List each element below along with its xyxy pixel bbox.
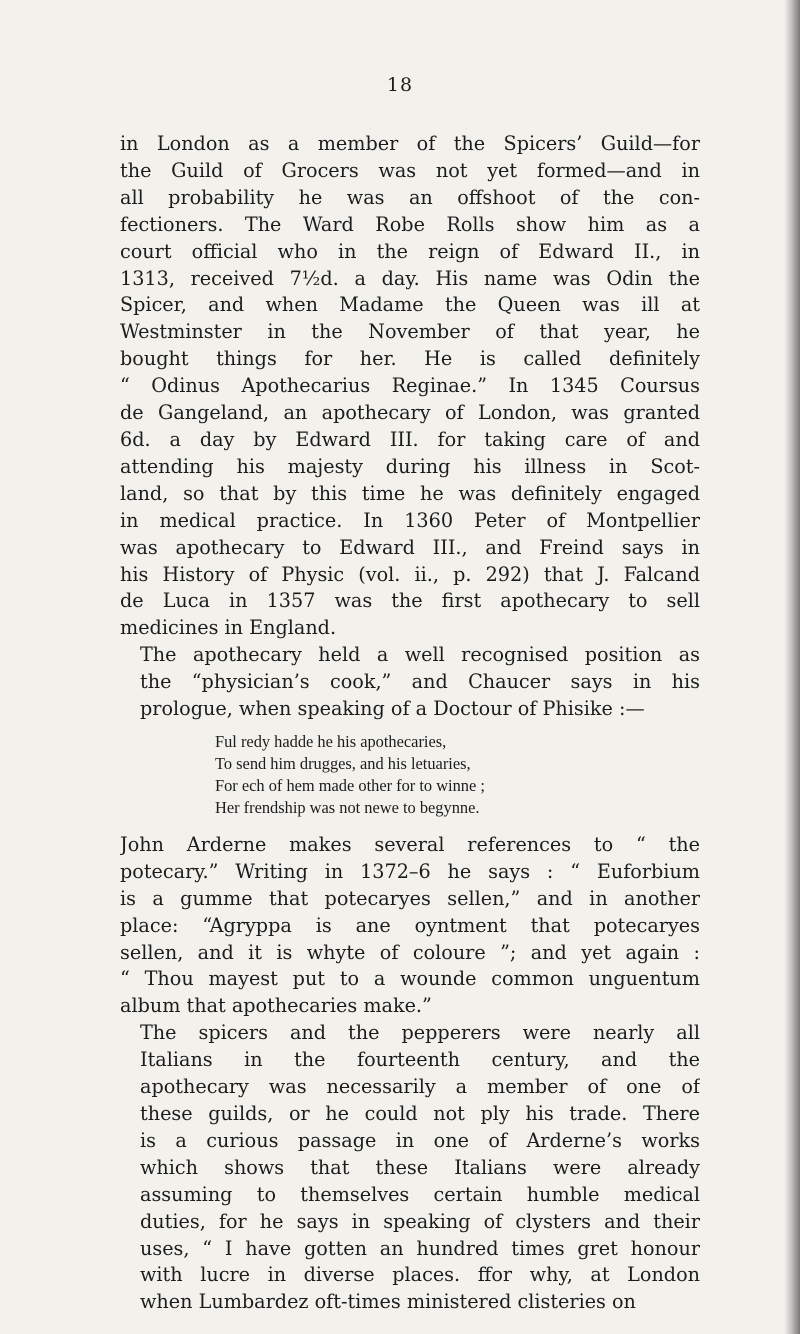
text-line: 1313, received 7½d. a day. His name was Odin the [120, 266, 700, 290]
text-line: Spicer, and when Madame the Queen was ill at [120, 293, 700, 317]
text-line: in London as a member of the Spicers’ Guild—for [120, 132, 700, 155]
text-line: “ Thou mayest put to a wounde common unguentum [120, 967, 700, 991]
text-line: is a gumme that potecaryes sellen,” and in another [120, 886, 700, 910]
text-line: was apothecary to Edward III., and Freind says in [120, 535, 700, 559]
verse-line: Her frendship was not newe to begynne. [215, 797, 480, 817]
text-line: prologue, when speaking of a Doctour of Phisike :— [140, 697, 645, 721]
text-line: de Gangeland, an apothecary of London, was granted [120, 401, 700, 425]
text-line: his History of Physic (vol. ii., p. 292) that J. Falcand [120, 562, 700, 586]
text-line: assuming to themselves certain humble medical [140, 1182, 700, 1206]
paragraph-2 [120, 642, 700, 723]
text-line: sellen, and it is whyte of coloure ”; and yet again : [120, 940, 700, 964]
text-line: uses, “ I have gotten an hundred times gret honour [140, 1236, 700, 1260]
verse-line: To send him drugges, and his letuaries, [215, 753, 471, 773]
text-line: with lucre in diverse places. ffor why, at London [140, 1263, 700, 1287]
text-line: Italians in the fourteenth century, and the [140, 1048, 700, 1072]
text-line: in medical practice. In 1360 Peter of Montpellier [120, 508, 700, 532]
text-line: “ Odinus Apothecarius Reginae.” In 1345 Coursus [120, 374, 700, 398]
text-line: bought things for her. He is called definitely [120, 347, 700, 371]
text-line: when Lumbardez oft-times ministered clisteries on [140, 1290, 636, 1314]
text-line: place: “Agryppa is ane oyntment that potecaryes [120, 913, 700, 937]
page-edge-shadow [784, 0, 800, 1334]
text-line: de Luca in 1357 was the first apothecary to sell [120, 589, 700, 613]
verse-line: For ech of hem made other for to winne ; [215, 775, 485, 795]
text-line: The apothecary held a well recognised position as [140, 643, 700, 667]
paragraph-4 [120, 1020, 700, 1316]
text-line: fectioners. The Ward Robe Rolls show him as a [120, 212, 700, 236]
text-line: all probability he was an offshoot of the con- [120, 185, 700, 209]
text-line: land, so that by this time he was definitely engaged [120, 481, 700, 505]
text-line: potecary.” Writing in 1372–6 he says : “ Euforbium [120, 859, 700, 883]
paragraph-1 [120, 131, 700, 642]
text-line: duties, for he says in speaking of clysters and their [140, 1209, 700, 1233]
text-line: these guilds, or he could not ply his trade. There [140, 1102, 700, 1125]
text-line: medicines in England. [120, 616, 337, 640]
text-line: the “physician’s cook,” and Chaucer says in his [140, 670, 700, 694]
text-line: attending his majesty during his illness in Scot- [120, 454, 700, 478]
page-number: 18 [386, 74, 414, 96]
text-line: album that apothecaries make.” [120, 994, 432, 1018]
text-line: court official who in the reign of Edward II., in [120, 239, 700, 263]
text-line: is a curious passage in one of Arderne’s works [140, 1128, 700, 1152]
text-line: which shows that these Italians were already [140, 1155, 700, 1179]
verse-line: Ful redy hadde he his apothecaries, [215, 731, 447, 751]
text-line: the Guild of Grocers was not yet formed—and in [120, 158, 700, 182]
text-line: John Arderne makes several references to “ the [120, 832, 700, 856]
text-line: 6d. a day by Edward III. for taking care of and [120, 427, 700, 451]
paragraph-3 [120, 832, 700, 1020]
text-line: Westminster in the November of that year, he [120, 320, 700, 344]
text-line: The spicers and the pepperers were nearly all [140, 1021, 700, 1045]
body-text [120, 131, 700, 1316]
chaucer-verse-quotation [215, 731, 700, 819]
text-line: apothecary was necessarily a member of one of [140, 1075, 700, 1099]
